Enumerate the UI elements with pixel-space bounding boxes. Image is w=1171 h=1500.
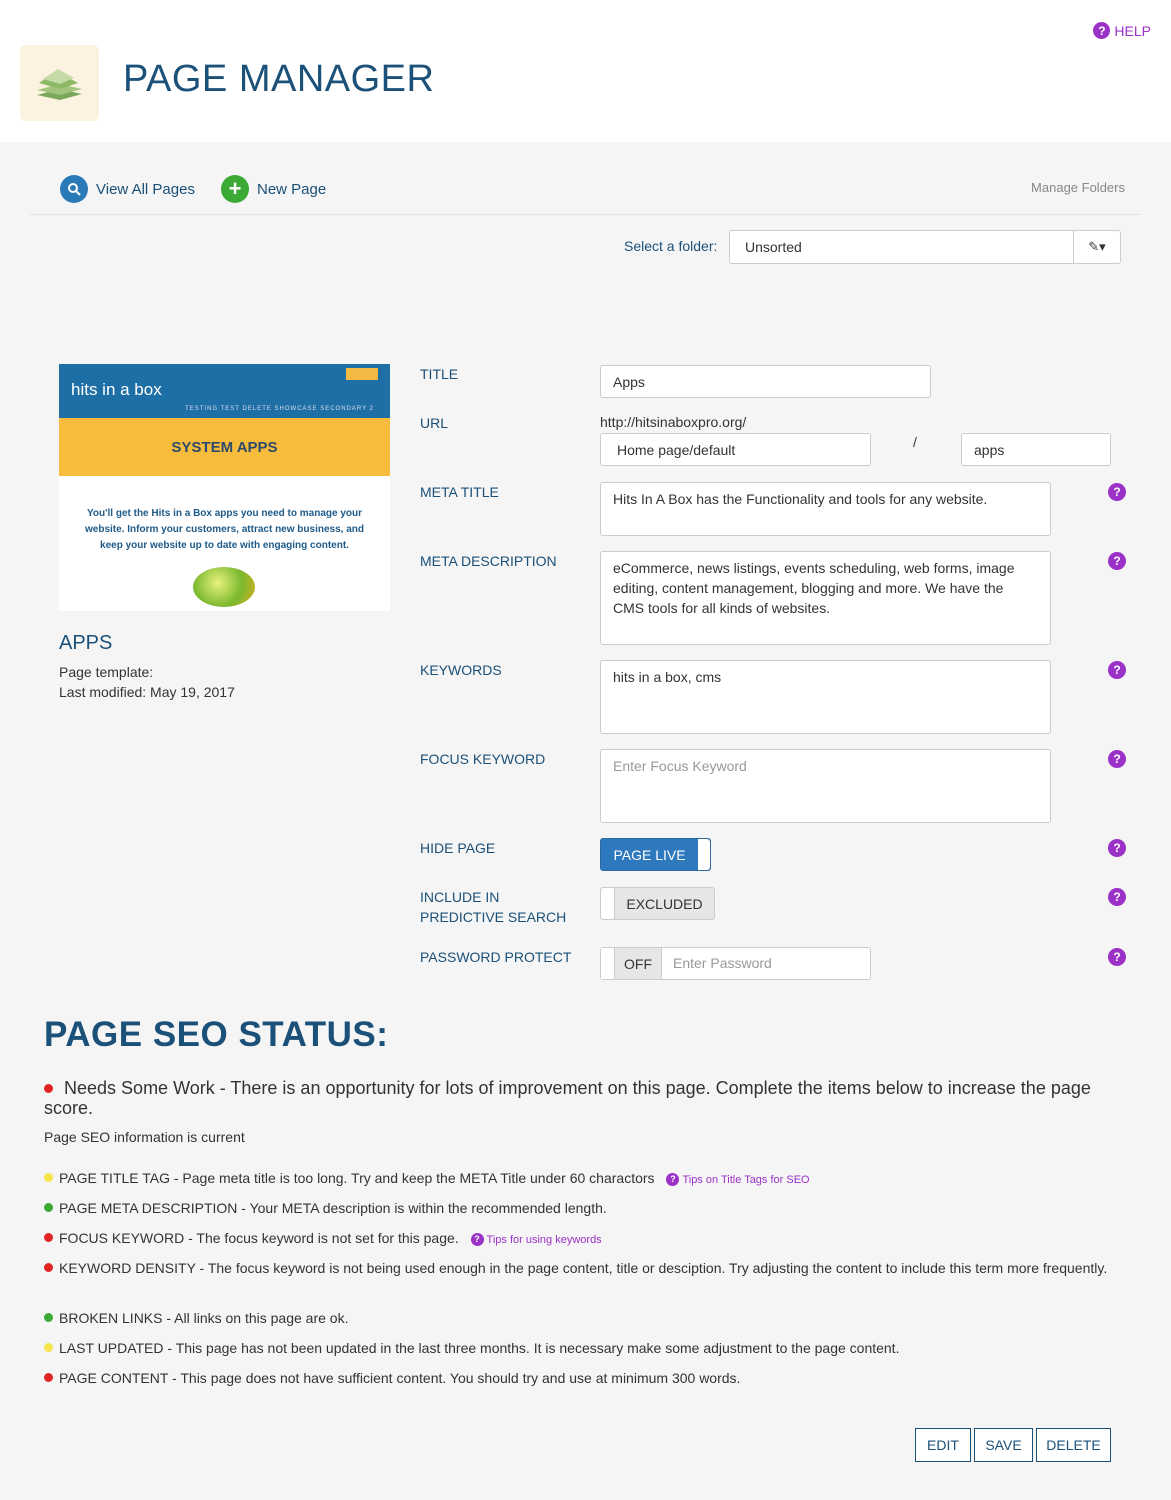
preview-button — [346, 368, 378, 380]
predictive-search-toggle-label: EXCLUDED — [626, 895, 703, 912]
header — [0, 0, 1171, 142]
preview-pie-chart-icon — [193, 567, 255, 607]
last-modified: Last modified: May 19, 2017 — [59, 684, 235, 700]
edit-button[interactable]: EDIT — [915, 1428, 971, 1462]
page-name: APPS — [59, 632, 113, 654]
focus-keyword-help-icon[interactable]: ? — [1108, 750, 1126, 768]
help-icon: ? — [666, 1173, 679, 1186]
seo-item-text: PAGE CONTENT - This page does not have sufficient content. You should try and use at minimum 300 words. — [59, 1370, 741, 1386]
preview-header — [59, 364, 390, 418]
preview-logo: hits in a box — [71, 380, 162, 399]
keywords-label: KEYWORDS — [420, 662, 502, 678]
pencil-dropdown-icon[interactable]: ✎▾ — [1073, 231, 1120, 263]
seo-current-note: Page SEO information is current — [44, 1129, 245, 1145]
manage-folders-link[interactable]: Manage Folders — [1031, 180, 1125, 195]
delete-button[interactable]: DELETE — [1036, 1428, 1111, 1462]
seo-item-text: PAGE TITLE TAG - Page meta title is too long. Try and keep the META Title under 60 charactors — [59, 1170, 655, 1186]
folder-value: Unsorted — [745, 239, 802, 255]
url-parent-select[interactable]: Home page/default — [600, 433, 871, 466]
page-title: PAGE MANAGER — [123, 58, 435, 100]
hide-page-label: HIDE PAGE — [420, 840, 496, 856]
meta-title-label: META TITLE — [420, 484, 499, 500]
toggle-knob[interactable] — [601, 948, 615, 979]
folder-select[interactable] — [729, 230, 1121, 264]
status-dot-icon — [44, 1263, 53, 1272]
help-icon: ? — [471, 1233, 484, 1246]
predictive-search-label-line-1: INCLUDE IN — [420, 889, 500, 905]
folder-label: Select a folder: — [624, 238, 718, 254]
meta-title-textarea[interactable]: Hits In A Box has the Functionality and tools for any website. — [600, 482, 1051, 536]
toggle-knob — [698, 839, 710, 870]
view-all-pages-button[interactable] — [60, 175, 195, 203]
password-protect-label: PASSWORD PROTECT — [420, 949, 572, 965]
focus-keyword-label: FOCUS KEYWORD — [420, 751, 546, 767]
keywords-tip-link[interactable] — [471, 1234, 602, 1246]
title-input[interactable]: Apps — [600, 365, 931, 398]
toggle-knob — [601, 888, 615, 919]
tip-label: Tips on Title Tags for SEO — [682, 1174, 810, 1186]
hide-page-help-icon[interactable]: ? — [1108, 839, 1126, 857]
status-dot-icon — [44, 1373, 53, 1382]
seo-item-text: PAGE META DESCRIPTION - Your META description is within the recommended length. — [59, 1200, 607, 1216]
seo-item-text: LAST UPDATED - This page has not been updated in the last three months. It is necessary make some adjustment to the page content. — [59, 1340, 900, 1356]
meta-description-help-icon[interactable]: ? — [1108, 552, 1126, 570]
meta-title-help-icon[interactable]: ? — [1108, 483, 1126, 501]
seo-summary — [44, 1078, 1124, 1118]
preview-band: SYSTEM APPS — [59, 418, 390, 476]
predictive-search-help-icon[interactable]: ? — [1108, 888, 1126, 906]
status-dot-icon — [44, 1203, 53, 1212]
seo-item-text: FOCUS KEYWORD - The focus keyword is not set for this page. — [59, 1230, 459, 1246]
hide-page-toggle-label: PAGE LIVE — [613, 846, 686, 863]
seo-item-broken-links — [44, 1308, 1124, 1328]
keywords-textarea[interactable]: hits in a box, cms — [600, 660, 1051, 734]
password-input[interactable]: Enter Password — [673, 955, 772, 971]
seo-status-title: PAGE SEO STATUS: — [44, 1015, 389, 1054]
seo-item-text: BROKEN LINKS - All links on this page are ok. — [59, 1310, 349, 1326]
status-dot-icon — [44, 1084, 53, 1093]
url-slash: / — [913, 434, 917, 450]
url-base: http://hitsinaboxpro.org/ — [600, 414, 747, 430]
preview-text: You'll get the Hits in a Box apps you need to manage your website. Inform your customers, attract new business, and keep your website up to date with engaging content. — [85, 508, 364, 551]
seo-item-page-content — [44, 1368, 1124, 1388]
tip-label: Tips for using keywords — [486, 1234, 602, 1246]
seo-item-text: KEYWORD DENSITY - The focus keyword is not being used enough in the page content, title or desciption. Try adjusting the content to include this term more frequently. — [59, 1260, 1108, 1276]
seo-item-keyword-density — [44, 1258, 1124, 1278]
status-dot-icon — [44, 1313, 53, 1322]
preview-menu: TESTING TEST DELETE SHOWCASE SECONDARY 2 — [185, 406, 374, 412]
view-all-pages-label: View All Pages — [96, 180, 195, 198]
save-button[interactable]: SAVE — [974, 1428, 1033, 1462]
page-template: Page template: — [59, 664, 154, 680]
seo-summary-text: Needs Some Work - There is an opportunity for lots of improvement on this page. Complete the items below to increase the page score. — [44, 1078, 1091, 1118]
seo-item-title-tag — [44, 1168, 1124, 1190]
url-label: URL — [420, 415, 449, 431]
keywords-help-icon[interactable]: ? — [1108, 661, 1126, 679]
meta-description-textarea[interactable]: eCommerce, news listings, events scheduling, web forms, image editing, content management, blogging and more. We have the CMS tools for all kinds of websites. — [600, 551, 1051, 645]
new-page-label: New Page — [257, 180, 327, 198]
predictive-search-label — [420, 887, 566, 927]
title-label: TITLE — [420, 366, 459, 382]
focus-keyword-textarea[interactable]: Enter Focus Keyword — [600, 749, 1051, 823]
status-dot-icon — [44, 1343, 53, 1352]
new-page-button[interactable] — [221, 175, 326, 203]
status-dot-icon — [44, 1233, 53, 1242]
password-toggle[interactable]: OFF — [615, 948, 662, 979]
page-preview-thumbnail — [59, 364, 390, 611]
seo-item-last-updated — [44, 1338, 1124, 1358]
status-dot-icon — [44, 1173, 53, 1182]
plus-icon: + — [221, 175, 249, 203]
password-protect-group — [600, 947, 871, 980]
hide-page-toggle[interactable] — [600, 838, 711, 871]
seo-item-focus-keyword — [44, 1228, 1124, 1250]
help-label: HELP — [1114, 22, 1151, 39]
page-manager-logo-icon — [20, 45, 99, 121]
password-protect-help-icon[interactable]: ? — [1108, 948, 1126, 966]
predictive-search-toggle[interactable] — [600, 887, 715, 920]
title-tags-tip-link[interactable] — [666, 1174, 809, 1186]
search-icon — [60, 175, 88, 203]
predictive-search-label-line-2: PREDICTIVE SEARCH — [420, 909, 567, 925]
help-link[interactable] — [1093, 22, 1151, 39]
seo-item-meta-description — [44, 1198, 1124, 1218]
url-slug-input[interactable]: apps — [961, 433, 1111, 466]
meta-description-label: META DESCRIPTION — [420, 553, 557, 569]
help-icon: ? — [1093, 22, 1110, 39]
toolbar — [30, 165, 1141, 215]
